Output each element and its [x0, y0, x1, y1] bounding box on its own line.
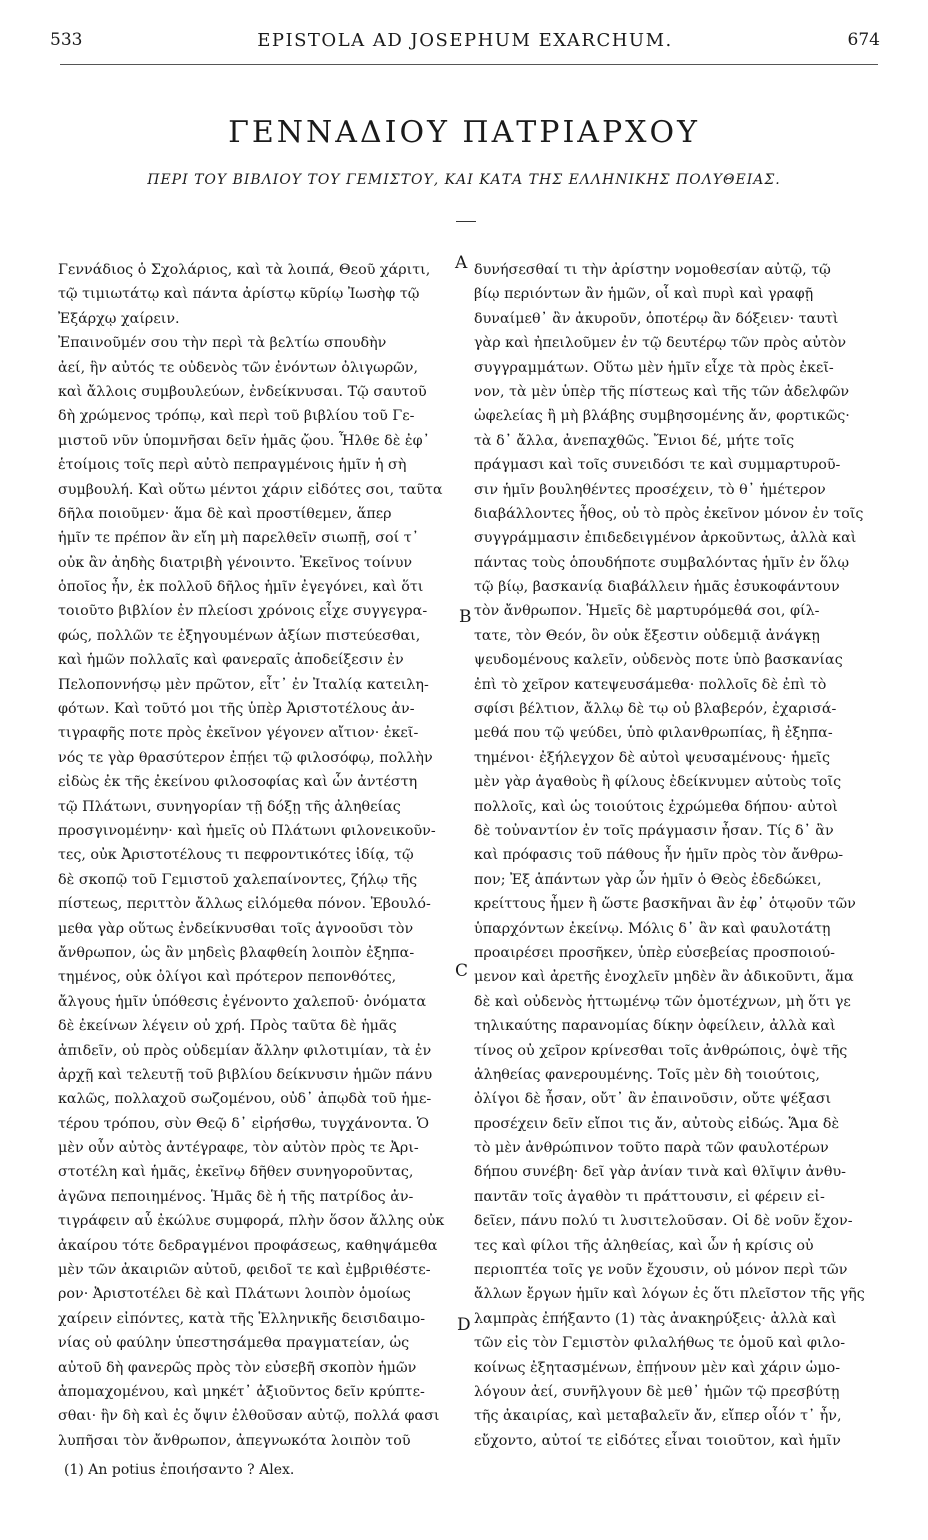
text-line: συμβουλή. Καὶ οὕτω μέντοι χάριν εἰδότες σοι, ταῦτα: [58, 481, 443, 498]
text-line: λόγουν ἀεί, συνῆλγουν δὲ μεθ᾽ ἡμῶν τῷ πρεσβύτῃ: [474, 1383, 840, 1400]
text-line: τιγράφειν αὖ ἐκώλυε συμφορά, πλὴν ὅσον ἄλλης οὐκ: [58, 1213, 445, 1230]
text-line: προσγινομένην· καὶ ἡμεῖς οὐ Πλάτωνι φιλονεικοῦν-: [58, 822, 436, 839]
running-header: [50, 30, 880, 56]
text-line: ἑτοίμοις τοῖς περὶ αὐτὸ πεπραγμένοις ἡμῖν ἡ σὴ: [58, 457, 407, 474]
footnote: (1) An potius ἐποιήσαντο ? Alex.: [64, 1462, 295, 1478]
text-line: ὁποῖος ἦν, ἐκ πολλοῦ δῆλος ἡμῖν ἐγεγόνει, καὶ ὅτι: [58, 579, 424, 596]
text-line: καὶ ἄλλοις συμβουλεύων, ἐνδείκνυσαι. Τῷ σαυτοῦ: [58, 383, 427, 400]
text-line: μὲν οὖν αὐτὸς ἀντέγραφε, τὸν αὐτὸν πρὸς τε Ἀρι-: [58, 1140, 419, 1157]
text-line: σθαι· ἣν δὴ καὶ ἐς ὄψιν ἐλθοῦσαν αὐτῷ, πολλά φασι: [58, 1408, 440, 1425]
text-line: ὠφελείας ἢ μὴ βλάβης συμβησομένης ἄν, φορτικῶς·: [474, 408, 850, 425]
text-line: Ἐπαινοῦμέν σου τὴν περὶ τὰ βελτίω σπουδὴν: [58, 335, 387, 352]
text-line: αὐτοῦ δὴ φανερῶς πρὸς τὸν εὐσεβῆ σκοπὸν ἡμῶν: [58, 1359, 417, 1376]
text-line: τέρου τρόπου, σὺν Θεῷ δ᾽ εἰρήσθω, τυγχάνοντα. Ὁ: [58, 1115, 430, 1132]
text-line: ὀλίγοι δὲ ἦσαν, οὔτ᾽ ἂν ἐπαινοῦσιν, οὔτε ψέξασι: [474, 1091, 832, 1108]
text-line: συγγραμμάτων. Οὕτω μὲν ἡμῖν εἶχε τὰ πρὸς ἐκεῖ-: [474, 359, 834, 376]
text-line: δήπου συνέβη· δεῖ γὰρ ἀνίαν τινὰ καὶ θλῖψιν ἀνθυ-: [474, 1164, 846, 1181]
section-marker-d: D: [457, 1315, 471, 1335]
text-line: τοιοῦτο βιβλίον ἐν πλείοσι χρόνοις εἶχε συγγεγρα-: [58, 603, 428, 620]
section-marker-c: C: [455, 961, 469, 981]
text-line: κοίνως ἐξητασμένων, ἐπῄνουν μὲν καὶ χάριν ὡμο-: [474, 1359, 841, 1376]
text-line: βίῳ περιόντων ἂν ἡμῶν, οἷ καὶ πυρὶ καὶ γραφῇ: [474, 286, 814, 303]
text-line: σιν ἡμῖν βουληθέντες προσέχειν, τὸ θ᾽ ἡμέτερον: [474, 481, 826, 498]
text-line: τίνος οὐ χεῖρον κρίνεσθαι τοῖς ἀνθρώποις, ὀψὲ τῆς: [474, 1042, 848, 1059]
text-line: λαμπρὰς ἐπήξαντο (1) τὰς ἀνακηρύξεις· ἀλλὰ καὶ: [474, 1310, 837, 1327]
text-line: φότων. Καὶ τοῦτό μοι τῆς ὑπὲρ Ἀριστοτέλους ἀν-: [58, 701, 415, 718]
text-line: δυναίμεθ᾽ ἂν ἀκυροῦν, ὁποτέρῳ ἂν δόξειεν· ταυτὶ: [474, 310, 839, 327]
text-line: τῷ τιμιωτάτῳ καὶ πάντα ἀρίστῳ κῦρίῳ Ἰωσὴφ τῷ: [58, 286, 420, 303]
text-line: τηλικαύτης παρανομίας δίκην ὀφείλειν, ἀλλὰ καὶ: [474, 1018, 836, 1035]
right-column: [474, 258, 878, 1453]
text-line: διαβάλλοντες ἦθος, οὐ τὸ πρὸς ἐκεῖνον μόνον ἐν τοῖς: [474, 505, 864, 522]
text-line: δὲ καὶ οὐδενὸς ἡττωμένῳ τῶν ὁμοτέχνων, μὴ ὅτι γε: [474, 993, 851, 1010]
page-number-right: 674: [847, 30, 880, 50]
text-line: ἐπὶ τὸ χεῖρον κατεψευσάμεθα· πολλοῖς δὲ ἐπὶ τὸ: [474, 676, 827, 693]
text-line: πράγμασι καὶ τοῖς συνειδόσι τε καὶ συμμαρτυροῦ-: [474, 457, 841, 474]
text-line: παντᾶν τοῖς ἀγαθὸν τι πράττουσιν, εἰ φέρειν εἰ-: [474, 1188, 825, 1205]
text-line: καλῶς, πολλαχοῦ σωζομένου, οὐδ᾽ ἀπῳδὰ τοῦ ἡμε-: [58, 1091, 432, 1108]
text-line: Πελοποννήσῳ μὲν πρῶτον, εἶτ᾽ ἐν Ἰταλίᾳ κατειλη-: [58, 676, 429, 693]
text-line: συγγράμμασιν ἐπιδεδειγμένον ἀρκοῦντως, ἀλλὰ καὶ: [474, 530, 857, 547]
text-line: οὐκ ἂν ἀηδὴς διατριβὴ γένοιντο. Ἐκεῖνος τοίνυν: [58, 554, 413, 571]
running-title: EPISTOLA AD JOSEPHUM EXARCHUM.: [257, 30, 673, 51]
text-line: ἄνθρωπον, ὡς ἂν μηδεὶς βλαφθείη λοιπὸν ἐξηπα-: [58, 944, 415, 961]
text-line: ρον· Ἀριστοτέλει δὲ καὶ Πλάτωνι λοιπὸν ὁμοίως: [58, 1286, 411, 1303]
text-line: τῷ Πλάτωνι, συνηγορίαν τῇ δόξῃ τῆς ἀληθείας: [58, 798, 401, 815]
text-line: ὑπαρχόντων ἐκείνῳ. Μόλις δ᾽ ἂν καὶ φαυλοτάτῃ: [474, 920, 831, 937]
text-line: τες, οὐκ Ἀριστοτέλους τι πεφροντικότες ἰδίᾳ, τῷ: [58, 847, 414, 864]
text-line: ἀπομαχομένου, καὶ μηκέτ᾽ ἀξιοῦντος δεῖν κρύπτε-: [58, 1383, 425, 1400]
text-line: δυνήσεσθαί τι τὴν ἀρίστην νομοθεσίαν αὐτῷ, τῷ: [474, 262, 831, 278]
text-line: τὰ δ᾽ ἄλλα, ἀνεπαχθῶς. Ἔνιοι δέ, μήτε τοῖς: [474, 432, 795, 449]
text-line: δὲ ἐκείνων λέγειν οὐ χρή. Πρὸς ταῦτα δὲ ἡμᾶς: [58, 1018, 397, 1035]
text-line: μὲν τῶν ἀκαιριῶν αὐτοῦ, φειδοῖ τε καὶ ἐμβριθέστε-: [58, 1262, 431, 1279]
section-marker-a: A: [455, 253, 468, 273]
text-line: ἄλγους ἡμῖν ὑπόθεσις ἐγένοντο χαλεποῦ· ὀνόματα: [58, 993, 427, 1010]
page-number-left: 533: [50, 30, 83, 50]
text-line: πον; Ἐξ ἁπάντων γὰρ ὧν ἡμῖν ὁ Θεὸς ἐδεδώκει,: [474, 871, 822, 888]
text-line: ἀπιδεῖν, οὐ πρὸς οὐδεμίαν ἄλλην φιλοτιμίαν, τὰ ἐν: [58, 1042, 432, 1059]
text-line: κρείττους ἦμεν ἢ ὥστε βασκῆναι ἂν ἐφ᾽ ὁτῳοῦν τῶν: [474, 896, 856, 913]
text-line: δὴ χρώμενος τρόπῳ, καὶ περὶ τοῦ βιβλίου τοῦ Γε-: [58, 408, 415, 425]
text-line: ἀεί, ἣν αὐτός τε οὐδενὸς τῶν ἐνόντων ὀλιγωρῶν,: [58, 359, 419, 376]
text-line: ἀκαίρου τότε δεδραγμένοι προφάσεως, καθηψάμεθα: [58, 1237, 438, 1254]
text-line: τῶν εἰς τὸν Γεμιστὸν φιλαλήθως τε ὁμοῦ καὶ φιλο-: [474, 1335, 846, 1352]
text-line: ἀληθείας φανερουμένης. Τοῖς μὲν δὴ τοιούτοις,: [474, 1066, 820, 1083]
text-line: τιγραφῆς ποτε πρὸς ἐκεῖνον γέγονεν αἴτιον· ἐκεῖ-: [58, 725, 419, 742]
text-line: δὲ σκοπῷ τοῦ Γεμιστοῦ χαλεπαίνοντες, ζήλῳ τῆς: [58, 871, 418, 888]
text-line: λυπῆσαι τὸν ἄνθρωπον, ἀπεγνωκότα λοιπὸν τοῦ: [58, 1432, 411, 1449]
text-line: τημένος, οὐκ ὀλίγοι καὶ πρότερον πεπονθότες,: [58, 969, 397, 986]
text-line: σφίσι βέλτιον, ἄλλῳ δὲ τῳ οὐ βλαβερόν, ἐχαρισά-: [474, 701, 837, 718]
text-line: πάντας τοὺς ὁπουδήποτε συμβαλόντας ἡμῖν ἐν ὅλῳ: [474, 554, 850, 571]
text-line: στοτέλη καὶ ἡμᾶς, ἐκεῖνῳ δῆθεν συνηγοροῦντας,: [58, 1164, 414, 1181]
text-line: νον, τὰ μὲν ὑπὲρ τῆς πίστεως καὶ τῆς τῶν ἀδελφῶν: [474, 383, 850, 400]
text-line: ἀρχῇ καὶ τελευτῇ τοῦ βιβλίου δείκνυσιν ἡμῶν πάνυ: [58, 1066, 433, 1083]
text-line: περιοπτέα τοῖς γε νοῦν ἔχουσιν, οὐ μόνον περὶ τῶν: [474, 1262, 848, 1279]
text-line: μιστοῦ νῦν ὑπομνῆσαι δεῖν ἡμᾶς ᾤου. Ἦλθε δὲ ἐφ᾽: [58, 432, 430, 449]
text-line: δῆλα ποιοῦμεν· ἅμα δὲ καὶ προστίθεμεν, ἅπερ: [58, 505, 392, 522]
text-line: νός τε γὰρ θρασύτερον ἐπῄει τῷ φιλοσόφῳ, πολλὴν: [58, 749, 433, 766]
document-subtitle: ΠΕΡΙ ΤΟΥ ΒΙΒΛΙΟΥ ΤΟΥ ΓΕΜΙΣΤΟΥ, ΚΑΙ ΚΑΤΑ ΤΗΣ ΕΛΛΗΝΙΚΗΣ ΠΟΛΥΘΕΙΑΣ.: [147, 172, 781, 188]
title-divider: [456, 221, 476, 222]
text-line: εἰδὼς ἐκ τῆς ἐκείνου φιλοσοφίας καὶ ὧν ἀντέστη: [58, 774, 418, 791]
document-title: ΓΕΝΝΑΔΙΟΥ ΠΑΤΡΙΑΡΧΟΥ: [228, 115, 700, 150]
text-line: τες καὶ φίλοι τῆς ἀληθείας, καὶ ὧν ἡ κρίσις οὐ: [474, 1237, 814, 1254]
text-line: Ἐξάρχῳ χαίρειν.: [58, 310, 180, 327]
text-line: μεθά που τῷ ψεύδει, ὑπὸ φιλανθρωπίας, ἢ ἐξηπα-: [474, 725, 833, 742]
left-column: [58, 258, 458, 1453]
text-line: ἀγῶνα πεποιημένος. Ἡμᾶς δὲ ἡ τῆς πατρίδος ἀν-: [58, 1188, 414, 1205]
text-line: τῆς ἀκαιρίας, καὶ μεταβαλεῖν ἄν, εἴπερ οἷόν τ᾽ ἦν,: [474, 1408, 842, 1425]
text-line: τατε, τὸν Θεόν, ὃν οὐκ ἔξεστιν οὐδεμιᾷ ἀνάγκῃ: [474, 627, 820, 644]
text-line: προσέχειν δεῖν εἴποι τις ἄν, αὐτοὺς εἰδώς. Ἅμα δὲ: [474, 1115, 840, 1132]
text-line: χαίρειν εἰπόντες, κατὰ τῆς Ἑλληνικῆς δεισιδαιμο-: [58, 1310, 426, 1327]
text-line: δὲ τοὐναντίον ἐν τοῖς πράγμασιν ἦσαν. Τίς δ᾽ ἂν: [474, 822, 834, 839]
text-line: μεθα γὰρ οὕτως ἐνδείκνυσθαι τοῖς ἀγνοοῦσι τὸν: [58, 920, 414, 937]
text-line: εὔχοντο, αὐτοί τε εἰδότες εἶναι τοιοῦτον, καὶ ἡμῖν: [474, 1432, 841, 1449]
text-line: καὶ ἡμῶν πολλαῖς καὶ φανεραῖς ἀποδείξεσιν ἐν: [58, 652, 404, 669]
text-line: τημένοι· ἐξήλεγχον δὲ αὐτοὶ ψευσαμένους· ἡμεῖς: [474, 749, 831, 766]
text-line: προαιρέσει προσῆκεν, ὑπὲρ εὐσεβείας προσποιού-: [474, 944, 836, 961]
text-line: τὸν ἄνθρωπον. Ἡμεῖς δὲ μαρτυρόμεθά σοι, φίλ-: [474, 603, 820, 620]
text-line: νίας οὐ φαύλην ὑπεστησάμεθα πραγματείαν, ὡς: [58, 1335, 410, 1352]
text-line: μὲν γὰρ ἀγαθοὺς ἢ φίλους ἐδείκνυμεν αὐτοὺς τοῖς: [474, 774, 842, 791]
text-line: Γεννάδιος ὁ Σχολάριος, καὶ τὰ λοιπά, Θεοῦ χάριτι,: [58, 262, 431, 278]
text-line: τῷ βίῳ, βασκανίᾳ διαβάλλειν ἡμᾶς ἐσυκοφάντουν: [474, 579, 840, 596]
header-rule: [60, 64, 878, 65]
text-line: πίστεως, περιττὸν ἄλλως εἱλόμεθα πόνον. Ἐβουλό-: [58, 896, 431, 913]
text-line: καὶ πρόφασις τοῦ πάθους ἦν ἡμῖν πρὸς τὸν ἄνθρω-: [474, 847, 844, 864]
text-line: ἄλλων ἔργων ἡμῖν καὶ λόγων ἐς ὅτι πλεῖστον τῆς γῆς: [474, 1286, 865, 1303]
text-line: γὰρ καὶ ἠπειλοῦμεν ἐν τῷ δευτέρῳ τῶν πρὸς αὐτὸν: [474, 335, 847, 352]
text-line: ἡμῖν τε πρέπον ἂν εἴη μὴ παρελθεῖν σιωπῇ, σοί τ᾽: [58, 530, 419, 547]
text-line: μενον καὶ ἀρετῆς ἐνοχλεῖν μηδὲν ἂν ἀδικοῦντι, ἅμα: [474, 969, 854, 986]
text-line: ψευδομένους καλεῖν, οὐδενὸς ποτε ὑπὸ βασκανίας: [474, 652, 843, 669]
text-line: δεῖεν, πάνυ πολύ τι λυσιτελοῦσαν. Οἱ δὲ νοῦν ἔχον-: [474, 1213, 853, 1230]
section-marker-b: B: [459, 607, 472, 627]
text-line: τὸ μὲν ἀνθρώπινον τοῦτο παρὰ τῶν φαυλοτέρων: [474, 1140, 829, 1157]
text-line: φώς, πολλῶν τε ἐξηγουμένων ἀξίων πιστεύεσθαι,: [58, 627, 421, 644]
text-line: πολλοῖς, καὶ ὡς τοιούτοις ἐχρώμεθα δήπου· αὐτοὶ: [474, 798, 838, 815]
